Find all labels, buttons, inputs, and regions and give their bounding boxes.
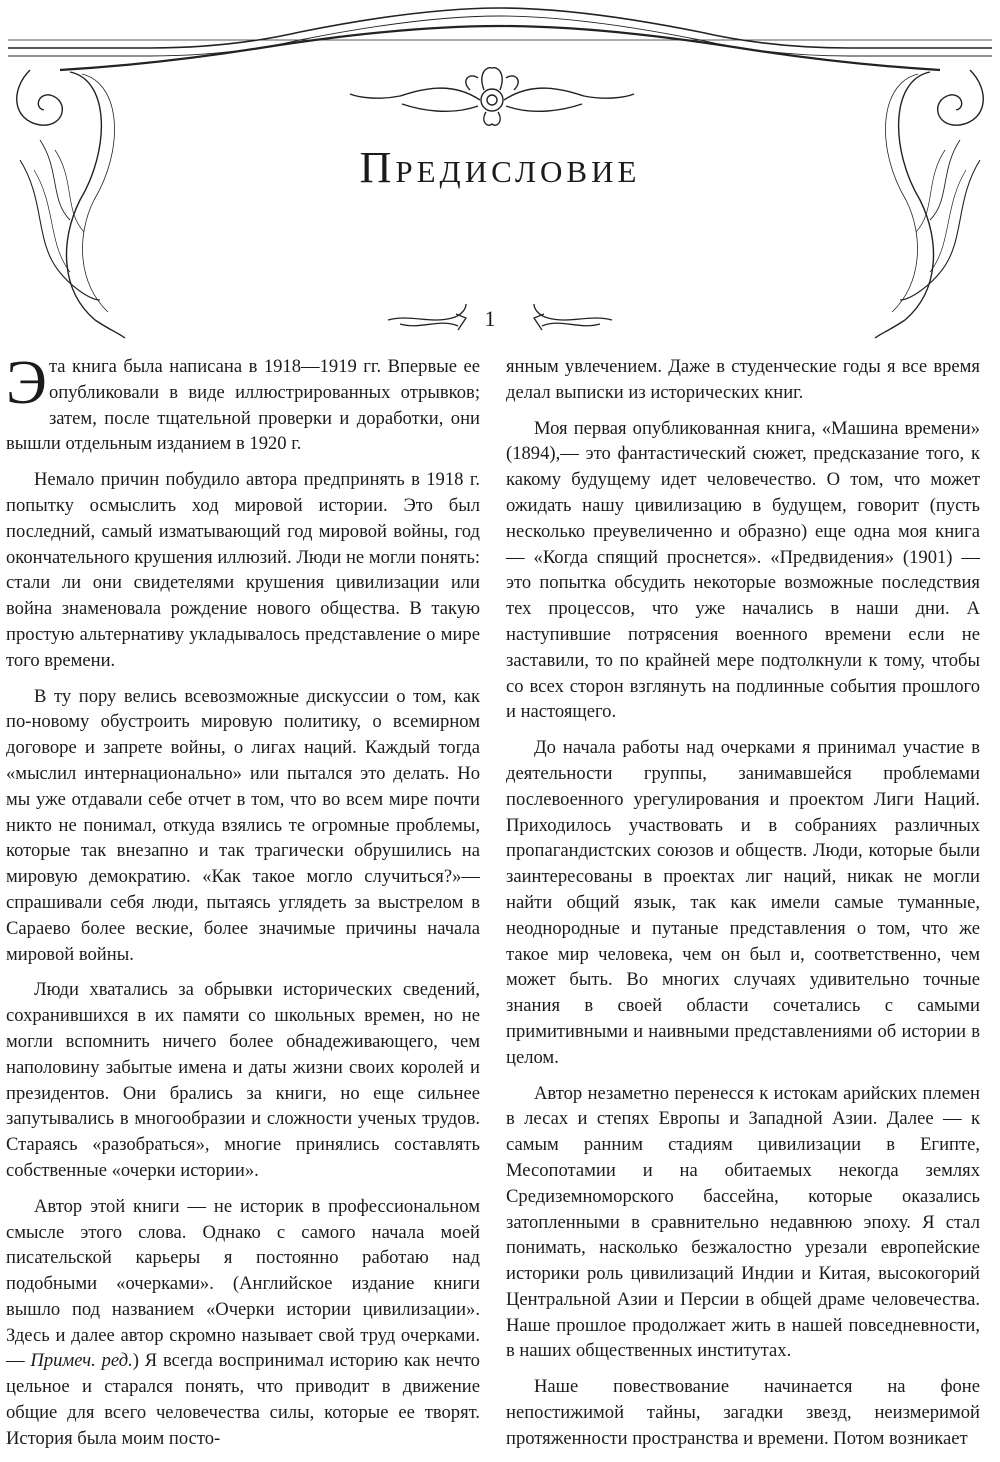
paragraph-text: та книга была написана в 1918—1919 гг. Впервые ее опубликовали в виде иллюстрированных отрывков; затем, после тщательной проверки и доработки, они вышли отдельным изданием в 1920 г. <box>6 356 480 455</box>
paragraph: янным увлечением. Даже в студенческие годы я все время делал выписки из исторических книг. <box>506 356 980 403</box>
paragraph-text: ) Я всегда воспринимал историю как нечто цельное и старался понять, что приводит в движение общие для всего человечества силы, которые ее творят. История была моим посто- <box>6 1350 480 1449</box>
right-text-column <box>506 354 980 1462</box>
center-flourish-ornament <box>350 68 634 126</box>
page-number: 1 <box>484 306 496 331</box>
paragraph-text: Автор этой книги — не историк в профессиональном смысле этого слова. Однако с самого начала моей писательской карьеры я постоянно работаю над подобными «очерками». (Английское издание книги вышло под названием «Очерки истории цивилизации». Здесь и далее автор скромно называет свой труд очерками.— <box>6 1195 480 1372</box>
drop-cap: Э <box>6 349 47 417</box>
page-number-area <box>0 300 1000 340</box>
paragraph: Автор незаметно перенесся к истокам арийских племен в лесах и степях Европы и Западной Азии. Далее — к самым ранним стадиям цивилизации в Египте, Месопотамии и на обитаемых некогда землях Средиземноморского бассейна, которые оказались затопленными в сравнительно недавнюю эпоху. Я стал понимать, насколько безжалостно урезали европейские историки роль цивилизаций Индии и Китая, высокогорий Центральной Азии и Персии в общей драме человечества. Наше прошлое продолжает жить в нашей повседневности, в наших общественных институтах. <box>506 1082 980 1362</box>
left-text-column <box>6 349 480 1462</box>
editor-note: Примеч. ред. <box>30 1350 133 1372</box>
paragraph: Моя первая опубликованная книга, «Машина времени» (1894),— это фантастический сюжет, предсказание того, к какому будущему идет человечество. О том, что может ожидать нашу цивилизацию в будущем, говорит (пусть несколько преувеличенно и образно) еще одна моя книга — «Когда спящий проснется». «Предвидения» (1901) — это попытка обсудить некоторые возможные последствия тех процессов, что уже начались в наши дни. А наступившие потрясения военного времени если не заставили, то по крайней мере подтолкнули к тому, чтобы со всех сторон взглянуть на подлинные события прошлого и настоящего. <box>506 417 980 723</box>
paragraph: До начала работы над очерками я принимал участие в деятельности группы, занимавшейся проблемами послевоенного урегулирования и проектом Лиги Наций. Приходилось участвовать и в собраниях различных пропагандистских союзов и обществ. Люди, которые были заинтересованы в проектах лиг наций, никак не могли найти общий язык, так как имели самые туманные, неоднородные и путаные представления о том, что же такое мир человека, чем он был и, соответственно, чем может быть. Во многих случаях удивительно точные знания в своей области сочетались с самыми примитивными и наивными представлениями об истории в целом. <box>506 737 980 1068</box>
left-scroll-ornament <box>17 70 125 338</box>
paragraph: Наше повествование начинается на фоне непостижимой тайны, загадки звезд, неизмеримой протяженности пространства и времени. Потом возникает <box>506 1376 980 1449</box>
paragraph <box>6 349 480 457</box>
paragraph: Немало причин побудило автора предпринять в 1918 г. попытку осмыслить ход мировой истории. Это был последний, самый изматывающий год мировой войны, год окончательного крушения иллюзий. Люди не могли понять: стали ли они свидетелями крушения цивилизации или война знаменовала рождение нового общества. В такую простую альтернативу укладывалось представление о мире того времени. <box>6 469 480 671</box>
paragraph: Люди хватались за обрывки исторических сведений, сохранившихся в их памяти со школьных времен, но не могли вспомнить ничего более обнадеживающего, чем наполовину забытые имена и даты жизни своих королей и президентов. Они брались за книги, но еще сильнее запутывались в многообразии и сложности ученых трудов. Стараясь «разобраться», многие принялись составлять собственные «очерки истории». <box>6 979 480 1181</box>
right-scroll-ornament <box>875 70 983 338</box>
page-title: Предисловие <box>359 143 641 192</box>
paragraph <box>6 1194 480 1452</box>
paragraph: В ту пору велись всевозможные дискуссии о том, как по-новому обустроить мировую политику, о всемирном договоре и запрете войны, о лигах наций. Каждый тогда «мыслил интернационально» или пытался это делать. Но мы уже отдавали себе отчет в том, что во всем мире почти никто не понимал, откуда взялись те огромные проблемы, которые так внезапно и так трагически обрушились на мировую демократию. «Как такое могло случиться?»— спрашивали себя люди, пытаясь углядеть за выстрелом в Сараево более веские, более значимые причины начала мировой войны. <box>6 685 480 965</box>
